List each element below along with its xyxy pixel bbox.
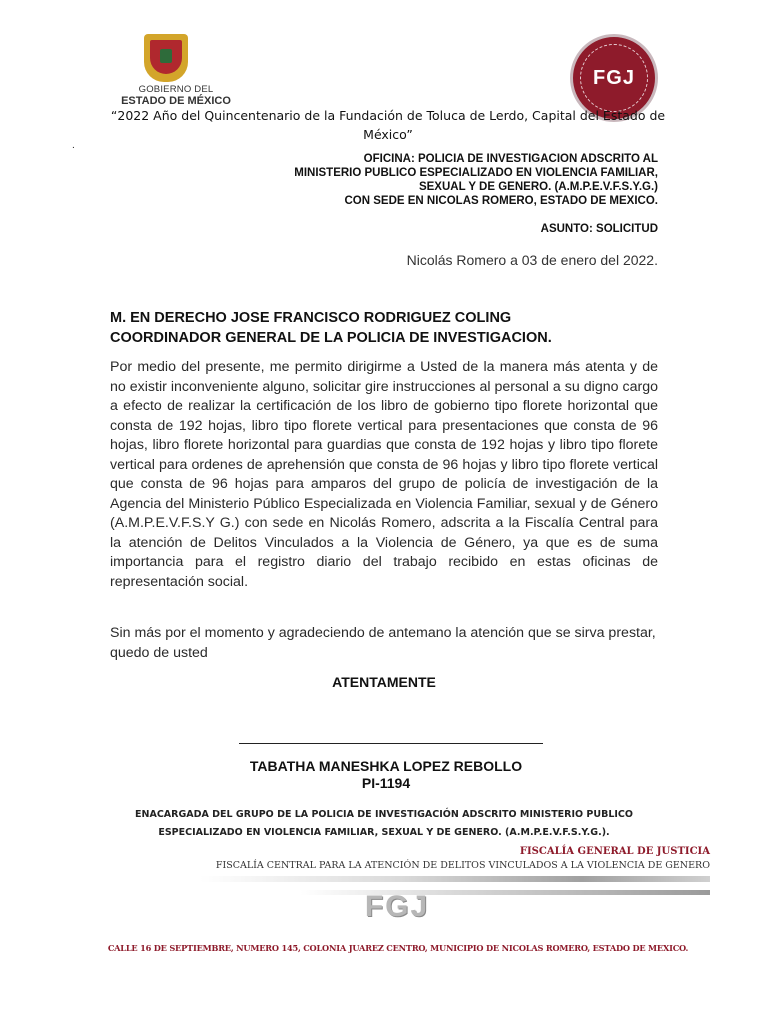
sign-off: ATENTAMENTE — [332, 674, 436, 690]
signer-role-line-1: ENACARGADA DEL GRUPO DE LA POLICIA DE INVESTIGACIÓN ADSCRITO MINISTERIO PUBLICO — [135, 809, 633, 820]
stray-dot: . — [72, 140, 75, 151]
body-paragraph: Por medio del presente, me permito dirigirme a Usted de la manera más atenta y de no existir inconveniente alguno, solicitar gire instrucciones al personal a su digno cargo a efecto de realizar la certificación de los libro de gobierno tipo florete horizontal que consta de 192 hojas, libro tipo florete vertical para presentaciones que consta de 96 hojas, libro florete horizontal para guardias que consta de 192 hojas y libro tipo florete vertical para ordenes de aprehensión que consta de 96 hojas y libro tipo florete vertical que consta de 96 hojas para amparos del grupo de policía de investigación de la Agencia del Ministerio Público Especializada en Violencia Familiar, sexual y de Género (A.M.P.E.V.F.S.Y G.) con sede en Nicolás Romero, adscrita a la Fiscalía Central para la atención de Delitos Vinculados a la Violencia de Género, ya que es de suma importancia para el registro diario del trabajo recibido en estas oficinas de representación social. — [110, 359, 658, 590]
addressee-block — [110, 308, 670, 348]
signature-line — [239, 743, 543, 744]
signer-name: TABATHA MANESHKA LOPEZ REBOLLO — [249, 758, 523, 774]
addressee-title: COORDINADOR GENERAL DE LA POLICIA DE INVESTIGACION. — [110, 330, 552, 346]
addressee-name: M. EN DERECHO JOSE FRANCISCO RODRIGUEZ COLING — [110, 310, 512, 326]
office-block — [180, 152, 658, 208]
signer-role — [110, 806, 658, 842]
gov-logo-text-1: GOBIERNO DEL — [138, 84, 214, 95]
office-line-3: SEXUAL Y DE GENERO. (A.M.P.E.V.F.S.Y.G.) — [418, 181, 658, 193]
gov-logo-text-2: ESTADO DE MÉXICO — [121, 95, 231, 107]
coat-of-arms-icon — [144, 34, 188, 82]
office-line-1: OFICINA: POLICIA DE INVESTIGACION ADSCRITO AL — [363, 153, 658, 165]
footer-fiscalia-title: FISCALÍA GENERAL DE JUSTICIA — [519, 846, 710, 857]
closing-paragraph: Sin más por el momento y agradeciendo de antemano la atención que se sirva prestar, quedo de usted — [110, 625, 656, 661]
footer-fiscalia-central: FISCALÍA CENTRAL PARA LA ATENCIÓN DE DELITOS VINCULADOS A LA VIOLENCIA DE GENERO — [215, 860, 710, 871]
office-line-2: MINISTERIO PUBLICO ESPECIALIZADO EN VIOLENCIA FAMILIAR, — [294, 167, 658, 179]
signer-role-line-2: ESPECIALIZADO EN VIOLENCIA FAMILIAR, SEXUAL Y DE GENERO. (A.M.P.E.V.F.S.Y.G.). — [158, 827, 610, 838]
footer-fgj-logo: FGJ — [364, 890, 430, 923]
fgj-seal-text: FGJ — [593, 67, 635, 89]
signer-id: PI-1194 — [361, 775, 411, 791]
office-line-4: CON SEDE EN NICOLAS ROMERO, ESTADO DE MEXICO. — [344, 195, 658, 207]
gobierno-estado-mexico-logo — [106, 34, 246, 110]
subject-line: ASUNTO: SOLICITUD — [540, 223, 658, 235]
year-motto: “2022 Año del Quincentenario de la Fundación de Toluca de Lerdo, Capital del Estado de México” — [110, 108, 666, 142]
footer-decorative-band — [200, 876, 710, 882]
letter-date: Nicolás Romero a 03 de enero del 2022. — [406, 252, 658, 268]
footer-address: CALLE 16 DE SEPTIEMBRE, NUMERO 145, COLONIA JUAREZ CENTRO, MUNICIPIO DE NICOLAS ROMERO, ESTADO DE MEXICO. — [107, 943, 689, 953]
